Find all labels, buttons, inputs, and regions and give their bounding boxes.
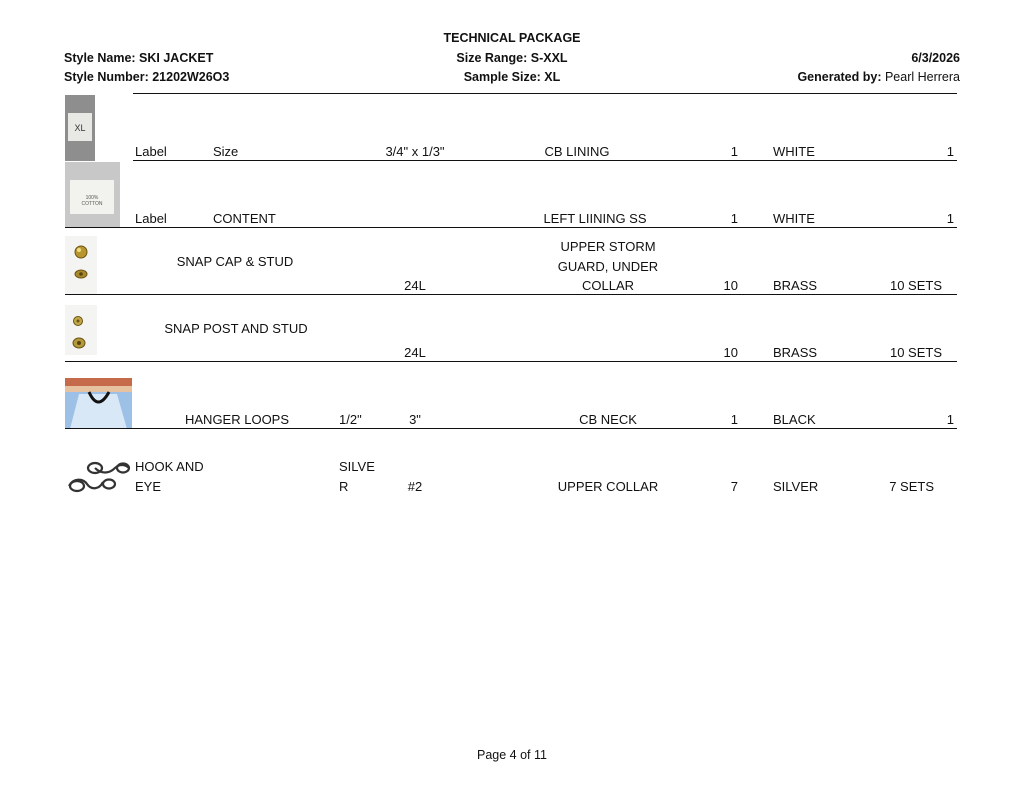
row2-qty: 10 (723, 278, 738, 293)
row1-qty: 1 (730, 211, 738, 226)
row0-desc: Size (213, 144, 239, 159)
row0-qty: 1 (730, 144, 738, 159)
row2-total: 10 SETS (889, 278, 942, 293)
page-number: Page 4 of 11 (477, 748, 547, 762)
row-rule (65, 294, 957, 295)
size-range: Size Range: S-XXL (456, 51, 568, 65)
row2-dim2: 24L (404, 278, 426, 293)
content-tag-image (65, 162, 120, 228)
row1-placement: LEFT LIINING SS (543, 211, 647, 226)
row5-total: 7 SETS (889, 479, 934, 494)
document-title: TECHNICAL PACKAGE (443, 31, 581, 45)
row0-type: Label (135, 144, 167, 159)
row2-placement-line1: UPPER STORM (560, 239, 656, 254)
row5-desc-line2: EYE (135, 479, 162, 494)
svg-text:XL: XL (74, 123, 86, 133)
row-rule (65, 227, 957, 228)
row5-dim2: #2 (407, 479, 423, 494)
generated-by: Generated by: Pearl Herrera (797, 70, 960, 84)
content-tag-icon (65, 162, 120, 228)
row1-desc: CONTENT (213, 211, 276, 226)
row3-color: BRASS (773, 345, 818, 360)
hook-and-eye-image (65, 456, 133, 496)
row0-total: 1 (946, 144, 954, 159)
row4-total: 1 (946, 412, 954, 427)
row4-qty: 1 (730, 412, 738, 427)
row4-color: BLACK (773, 412, 816, 427)
hanger-loop-icon (65, 378, 132, 429)
row4-dim1: 1/2" (339, 412, 362, 427)
row4-dim2: 3" (409, 412, 421, 427)
row3-desc: SNAP POST AND STUD (164, 321, 308, 336)
row5-qty: 7 (730, 479, 738, 494)
row2-desc: SNAP CAP & STUD (176, 254, 294, 269)
svg-text:COTTON: COTTON (81, 201, 103, 207)
row3-qty: 10 (723, 345, 738, 360)
row5-dim1-line2: R (339, 479, 349, 494)
row5-placement: UPPER COLLAR (557, 479, 659, 494)
row-rule (65, 361, 957, 362)
style-name: Style Name: SKI JACKET (64, 51, 214, 65)
document-date: 6/3/2026 (911, 51, 960, 65)
row3-total: 10 SETS (889, 345, 942, 360)
row5-color: SILVER (773, 479, 819, 494)
size-tag-icon (65, 95, 95, 161)
row3-dim2: 24L (404, 345, 426, 360)
row2-placement-line2: GUARD, UNDER (557, 259, 659, 274)
svg-text:100%: 100% (85, 195, 99, 201)
size-tag-image (65, 95, 95, 161)
row2-color: BRASS (773, 278, 818, 293)
snap-post-icon (65, 305, 97, 355)
row1-total: 1 (946, 211, 954, 226)
row2-placement-line3: COLLAR (581, 278, 635, 293)
row1-type: Label (135, 211, 167, 226)
brass-snap-image (65, 236, 97, 294)
row5-desc-line1: HOOK AND (135, 459, 204, 474)
row0-placement: CB LINING (544, 144, 610, 159)
row4-desc: HANGER LOOPS (185, 412, 290, 427)
hanger-loop-image (65, 378, 132, 429)
sample-size: Sample Size: XL (463, 70, 561, 84)
brass-snap-post-image (65, 305, 97, 355)
row1-color: WHITE (773, 211, 815, 226)
row0-color: WHITE (773, 144, 815, 159)
style-number: Style Number: 21202W26O3 (64, 70, 230, 84)
brass-snap-icon (65, 236, 97, 294)
row4-placement: CB NECK (579, 412, 637, 427)
row0-dim2: 3/4" x 1/3" (385, 144, 445, 159)
hook-and-eye-icon (65, 456, 133, 496)
row-rule (133, 160, 957, 161)
row-rule (65, 428, 957, 429)
row5-dim1-line1: SILVE (339, 459, 375, 474)
header-rule (133, 93, 957, 94)
